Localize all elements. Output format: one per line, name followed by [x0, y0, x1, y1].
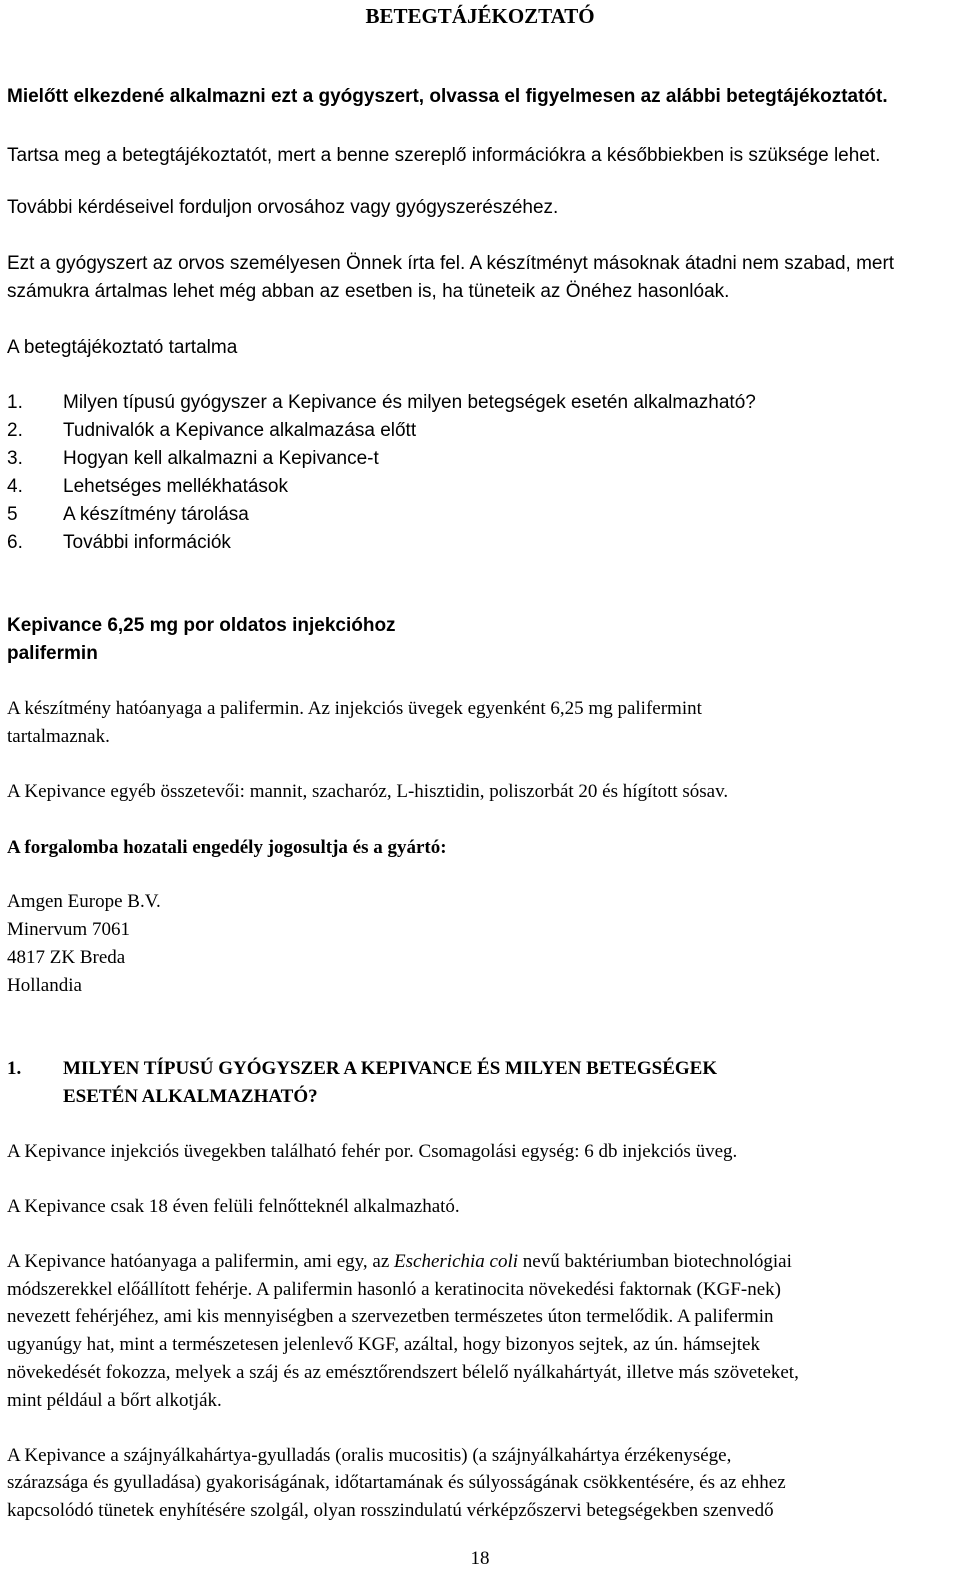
excipients-line: A Kepivance egyéb összetevői: mannit, szacharóz, L-hisztidin, poliszorbát 20 és hígított sósav.: [7, 781, 729, 802]
section-heading-line: ESETÉN ALKALMAZHATÓ?: [63, 1086, 318, 1107]
intro-line: számukra ártalmas lehet még abban az esetben is, ha tüneteik az Önéhez hasonlóak.: [7, 281, 730, 302]
toc-item-text: A készítmény tárolása: [63, 504, 249, 525]
paragraph-line: A Kepivance csak 18 éven felüli felnőtteknél alkalmazható.: [7, 1196, 460, 1217]
intro-line: További kérdéseivel forduljon orvosához vagy gyógyszerészéhez.: [7, 197, 559, 218]
toc-item-text: Lehetséges mellékhatások: [63, 476, 288, 497]
section-heading-continuation: [7, 1086, 318, 1108]
address-line: Minervum 7061: [7, 919, 130, 940]
italic-species-name: Escherichia coli: [394, 1251, 519, 1272]
text-run: nevű baktériumban biotechnológiai: [518, 1251, 792, 1272]
toc-item: [7, 448, 379, 470]
paragraph-line: nevezett fehérjéhez, ami kis mennyiségben a szervezetben természetes úton termelődik. A palifermin: [7, 1306, 774, 1327]
paragraph-line: [7, 1251, 792, 1273]
section-number: 1.: [7, 1058, 22, 1079]
intro-line: Tartsa meg a betegtájékoztatót, mert a benne szereplő információkra a későbbiekben is szüksége lehet.: [7, 145, 881, 166]
paragraph-line: mint például a bőrt alkotják.: [7, 1390, 222, 1411]
text-run: A Kepivance hatóanyaga a palifermin, ami egy, az: [7, 1251, 395, 1272]
section-heading: [7, 1058, 717, 1080]
page-title: BETEGTÁJÉKOZTATÓ: [365, 4, 595, 28]
toc-item-number: 3.: [7, 448, 23, 469]
section-heading-line: MILYEN TÍPUSÚ GYÓGYSZER A KEPIVANCE ÉS MILYEN BETEGSÉGEK: [63, 1058, 718, 1079]
toc-item: [7, 476, 288, 498]
intro-line: Ezt a gyógyszert az orvos személyesen Önnek írta fel. A készítményt másoknak átadni nem szabad, mert: [7, 253, 895, 274]
toc-item-text: Hogyan kell alkalmazni a Kepivance-t: [63, 448, 379, 469]
toc-item: [7, 532, 231, 554]
toc-item-number: 2.: [7, 420, 23, 441]
toc-item-text: További információk: [63, 532, 231, 553]
paragraph-line: szárazsága és gyulladása) gyakoriságának, időtartamának és súlyosságának csökkentésére, és az ehhez: [7, 1472, 786, 1493]
toc-item-number: 5: [7, 504, 18, 525]
paragraph-line: A Kepivance injekciós üvegekben található fehér por. Csomagolási egység: 6 db injekciós üveg.: [7, 1141, 738, 1162]
paragraph-line: növekedését fokozza, melyek a száj és az emésztőrendszert bélelő nyálkahártyát, illetve más szöveteket,: [7, 1362, 799, 1383]
toc-heading: A betegtájékoztató tartalma: [7, 337, 238, 358]
toc-item-number: 1.: [7, 392, 23, 413]
toc-item: [7, 504, 249, 526]
toc-item: [7, 392, 756, 414]
toc-item-number: 4.: [7, 476, 23, 497]
active-ingredient-line: tartalmaznak.: [7, 726, 110, 747]
intro-bold-line: Mielőtt elkezdené alkalmazni ezt a gyógyszert, olvassa el figyelmesen az alábbi betegtájékoztatót.: [7, 86, 888, 107]
paragraph-line: kapcsolódó tünetek enyhítésére szolgál, olyan rosszindulatú vérképzőszervi betegségekben szenvedő: [7, 1500, 774, 1521]
page-number: 18: [470, 1548, 490, 1569]
paragraph-line: ugyanúgy hat, mint a természetesen jelenlevő KGF, azáltal, hogy bizonyos sejtek, az ún. hámsejtek: [7, 1334, 760, 1355]
product-name: Kepivance 6,25 mg por oldatos injekcióhoz: [7, 615, 396, 636]
paragraph-line: módszerekkel előállított fehérje. A palifermin hasonló a keratinocita növekedési faktornak (KGF-nek): [7, 1279, 781, 1300]
toc-item-text: Tudnivalók a Kepivance alkalmazása előtt: [63, 420, 417, 441]
address-line: Hollandia: [7, 975, 82, 996]
active-ingredient-line: A készítmény hatóanyaga a palifermin. Az injekciós üvegek egyenként 6,25 mg palifermint: [7, 698, 702, 719]
holder-heading: A forgalomba hozatali engedély jogosultja és a gyártó:: [7, 837, 447, 858]
address-line: 4817 ZK Breda: [7, 947, 126, 968]
product-substance: palifermin: [7, 643, 98, 664]
toc-item-number: 6.: [7, 532, 23, 553]
toc-item: [7, 420, 416, 442]
toc-item-text: Milyen típusú gyógyszer a Kepivance és milyen betegségek esetén alkalmazható?: [63, 392, 756, 413]
address-line: Amgen Europe B.V.: [7, 891, 161, 912]
paragraph-line: A Kepivance a szájnyálkahártya-gyulladás (oralis mucositis) (a szájnyálkahártya érzékenysége,: [7, 1445, 732, 1466]
